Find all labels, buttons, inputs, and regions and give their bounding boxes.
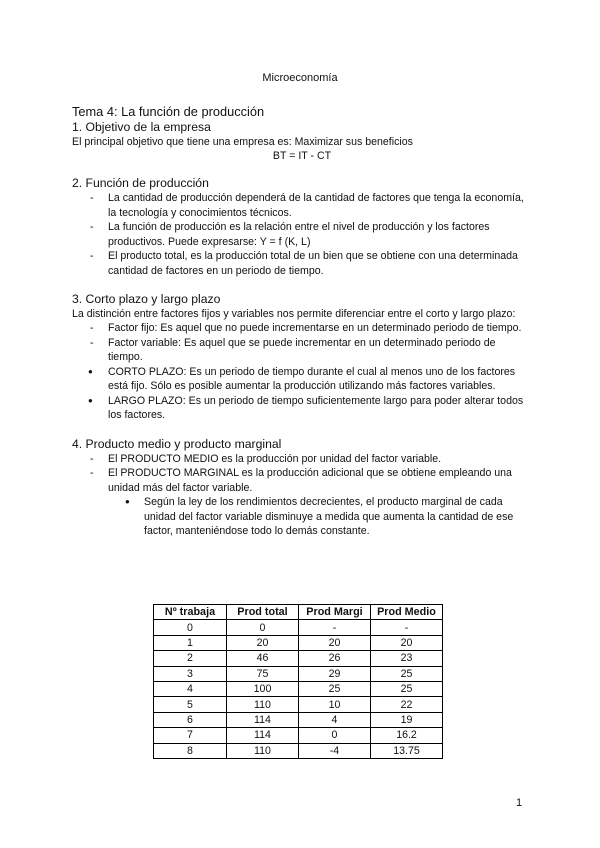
header-total-product: Prod total xyxy=(227,605,299,620)
table-cell: 6 xyxy=(154,712,227,727)
document-body xyxy=(72,104,532,539)
list-item: ● CORTO PLAZO: Es un periodo de tiempo durante el cual al menos uno de los factores está fijo. Sólo es posible aumentar la producción utilizando más factores variables. xyxy=(72,365,532,394)
table-row xyxy=(154,681,443,696)
topic-title: Tema 4: La función de producción xyxy=(72,104,265,119)
table-cell: 5 xyxy=(154,697,227,712)
table-cell: 20 xyxy=(371,635,443,650)
list-item: ● Según la ley de los rendimientos decrecientes, el producto marginal de cada unidad del factor variable disminuye a medida que aumenta la cantidad de ese factor, manteniéndose todo lo demás constante. xyxy=(72,495,532,539)
section-4-sub-list xyxy=(72,495,532,539)
table-row xyxy=(154,743,443,758)
header-workers: Nº trabaja xyxy=(154,605,227,620)
table-cell: 46 xyxy=(227,651,299,666)
table-cell: 20 xyxy=(227,635,299,650)
table-cell: 25 xyxy=(371,666,443,681)
table-cell: 0 xyxy=(227,620,299,635)
list-item: ● LARGO PLAZO: Es un periodo de tiempo suficientemente largo para poder alterar todos los factores. xyxy=(72,394,532,423)
list-item: - Factor variable: Es aquel que se puede incrementar en un determinado periodo de tiempo. xyxy=(72,336,532,365)
table-cell: 0 xyxy=(299,728,371,743)
table-cell: 75 xyxy=(227,666,299,681)
section-4-list xyxy=(72,452,532,496)
table-cell: 19 xyxy=(371,712,443,727)
section-1-heading: 1. Objetivo de la empresa xyxy=(72,120,211,134)
table-cell: 26 xyxy=(299,651,371,666)
table-cell: 29 xyxy=(299,666,371,681)
table-cell: 0 xyxy=(154,620,227,635)
table-cell: 110 xyxy=(227,697,299,712)
table-header-row xyxy=(154,605,443,620)
table-cell: 20 xyxy=(299,635,371,650)
page-number: 1 xyxy=(516,797,523,809)
header-average-product: Prod Medio xyxy=(371,605,443,620)
table-cell: 10 xyxy=(299,697,371,712)
section-2-heading: 2. Función de producción xyxy=(72,176,209,190)
table-row xyxy=(154,620,443,635)
list-item: - Factor fijo: Es aquel que no puede incrementarse en un determinado periodo de tiempo. xyxy=(72,321,532,336)
table-cell: 25 xyxy=(371,681,443,696)
table-row xyxy=(154,712,443,727)
table-cell: 114 xyxy=(227,728,299,743)
header-marginal-product: Prod Margi xyxy=(299,605,371,620)
table-cell: 2 xyxy=(154,651,227,666)
table-cell: 7 xyxy=(154,728,227,743)
table-row xyxy=(154,697,443,712)
table-cell: 16.2 xyxy=(371,728,443,743)
section-3-heading: 3. Corto plazo y largo plazo xyxy=(72,292,221,306)
table-cell: 4 xyxy=(299,712,371,727)
table-row xyxy=(154,728,443,743)
table-cell: 23 xyxy=(371,651,443,666)
profit-formula: BT = IT - CT xyxy=(272,150,332,162)
list-item: - La función de producción es la relación entre el nivel de producción y los factores productivos. Puede expresarse: Y = f (K, L) xyxy=(72,220,532,249)
table-cell: 8 xyxy=(154,743,227,758)
table-cell: 1 xyxy=(154,635,227,650)
table-cell: - xyxy=(299,620,371,635)
table-row xyxy=(154,666,443,681)
section-2-list xyxy=(72,191,532,278)
table-cell: 114 xyxy=(227,712,299,727)
table-cell: 22 xyxy=(371,697,443,712)
table-cell: 110 xyxy=(227,743,299,758)
table-row xyxy=(154,651,443,666)
document-title: Microeconomía xyxy=(262,72,338,84)
table-cell: 100 xyxy=(227,681,299,696)
section-4-heading: 4. Producto medio y producto marginal xyxy=(72,436,282,451)
section-3-intro: La distinción entre factores fijos y variables nos permite diferenciar entre el corto y largo plazo: xyxy=(72,308,516,320)
list-item: - El PRODUCTO MARGINAL es la producción adicional que se obtiene empleando una unidad más del factor variable. xyxy=(72,466,532,495)
list-item: - El producto total, es la producción total de un bien que se obtiene con una determinada cantidad de factores en un periodo de tiempo. xyxy=(72,249,532,278)
table-cell: 13.75 xyxy=(371,743,443,758)
section-3-bullet-list xyxy=(72,365,532,423)
table-cell: 25 xyxy=(299,681,371,696)
production-table xyxy=(153,604,443,759)
section-3-dash-list xyxy=(72,321,532,365)
list-item: - La cantidad de producción dependerá de la cantidad de factores que tenga la economía, la tecnología y conocimientos técnicos. xyxy=(72,191,532,220)
table-cell: 4 xyxy=(154,681,227,696)
table-cell: 3 xyxy=(154,666,227,681)
table-cell: - xyxy=(371,620,443,635)
table-row xyxy=(154,635,443,650)
table-cell: -4 xyxy=(299,743,371,758)
list-item: - El PRODUCTO MEDIO es la producción por unidad del factor variable. xyxy=(72,452,532,467)
section-1-text: El principal objetivo que tiene una empresa es: Maximizar sus beneficios xyxy=(72,136,413,148)
